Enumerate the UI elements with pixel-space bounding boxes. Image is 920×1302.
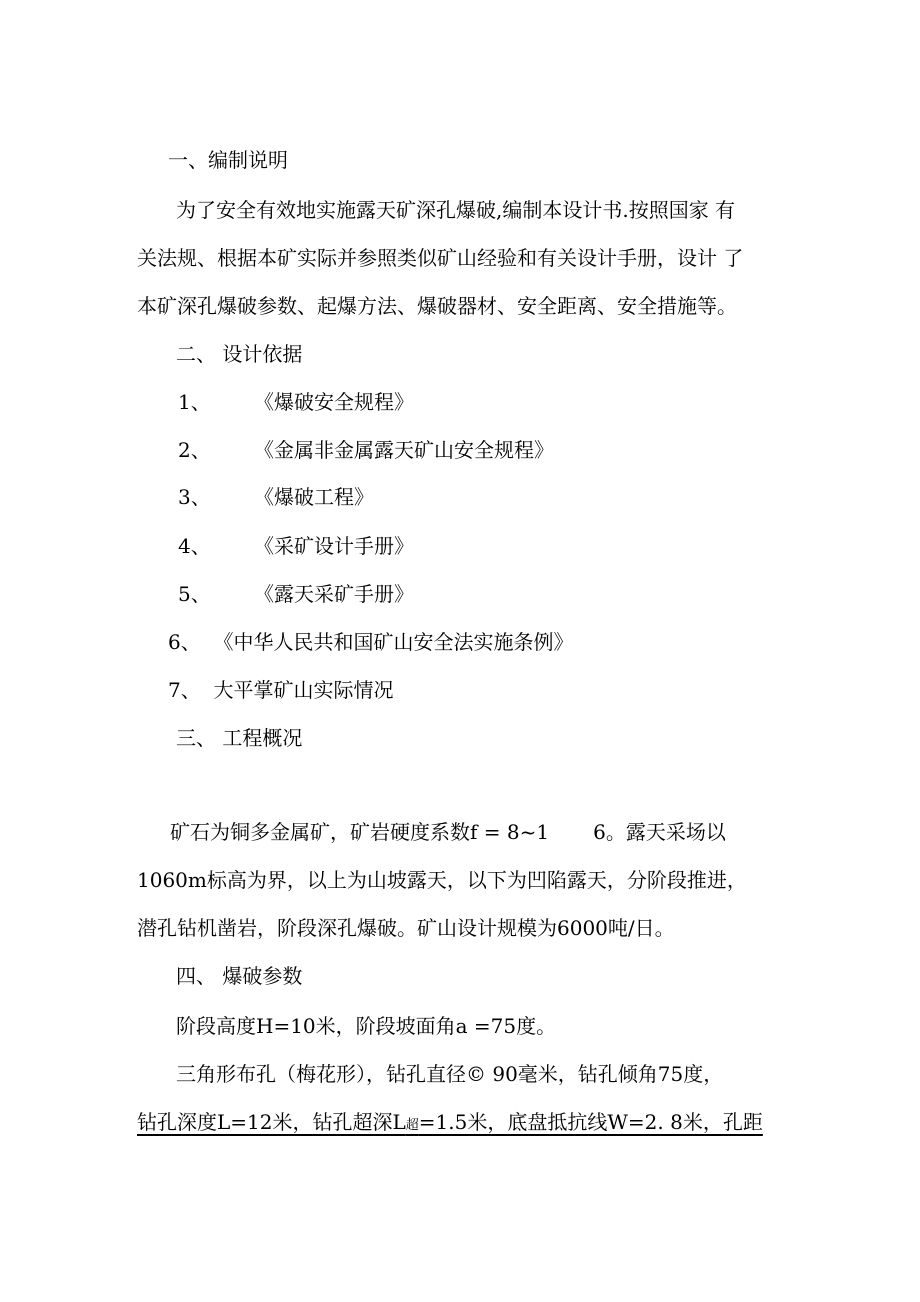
heading-design-basis: 二、 设计依据: [176, 342, 303, 366]
overview-line-1: [170, 819, 726, 845]
parameters-line-2: 三角形布孔（梅花形），钻孔直径© 90毫米，钻孔倾角75度，: [176, 1062, 724, 1086]
overview-text: 6。露天采场以: [593, 820, 726, 844]
item-text: 《露天采矿手册》: [254, 582, 414, 606]
subscript-text: 超: [405, 1118, 419, 1133]
paragraph-line: 关法规、根据本矿实际并参照类似矿山经验和有关设计手册，设计 了: [137, 246, 744, 270]
basis-item-4: [178, 533, 414, 559]
parameters-text: =1.5米，底盘抵抗线W=2. 8米，孔距: [418, 1110, 763, 1134]
heading-compilation-notes: 一、编制说明: [168, 148, 288, 172]
paragraph-line: 本矿深孔爆破参数、起爆方法、爆破器材、安全距离、安全措施等。: [137, 294, 737, 318]
item-text: 《爆破安全规程》: [254, 390, 414, 414]
item-number: 2、: [178, 438, 211, 462]
overview-line-2: 1060m标高为界，以上为山坡露天，以下为凹陷露天，分阶段推进，: [137, 868, 747, 892]
basis-item-7: 7、 大平掌矿山实际情况: [168, 678, 394, 702]
parameters-line-1: 阶段高度H=10米，阶段坡面角a =75度。: [176, 1014, 557, 1038]
heading-blasting-parameters: 四、 爆破参数: [176, 964, 303, 988]
parameters-line-3: [137, 1109, 763, 1139]
overview-line-3: 潜孔钻机凿岩，阶段深孔爆破。矿山设计规模为6000吨/日。: [137, 916, 675, 940]
heading-project-overview: 三、 工程概况: [176, 726, 303, 750]
basis-item-6: 6、 《中华人民共和国矿山安全法实施条例》: [168, 630, 574, 654]
paragraph-line: 为了安全有效地实施露天矿深孔爆破,编制本设计书.按照国家 有: [176, 198, 736, 222]
item-number: 5、: [178, 582, 211, 606]
item-number: 3、: [178, 485, 211, 509]
basis-item-3: [178, 484, 374, 510]
parameters-text: 钻孔深度L=12米，钻孔超深L: [137, 1110, 406, 1134]
basis-item-1: [178, 389, 414, 415]
basis-item-2: [178, 437, 554, 463]
basis-item-5: [178, 581, 414, 607]
item-text: 《金属非金属露天矿山安全规程》: [254, 438, 554, 462]
overview-text: 矿石为铜多金属矿，矿岩硬度系数f = 8~1: [170, 820, 550, 844]
item-number: 1、: [178, 390, 211, 414]
item-text: 《爆破工程》: [254, 485, 374, 509]
item-text: 《采矿设计手册》: [254, 534, 414, 558]
item-number: 4、: [178, 534, 211, 558]
